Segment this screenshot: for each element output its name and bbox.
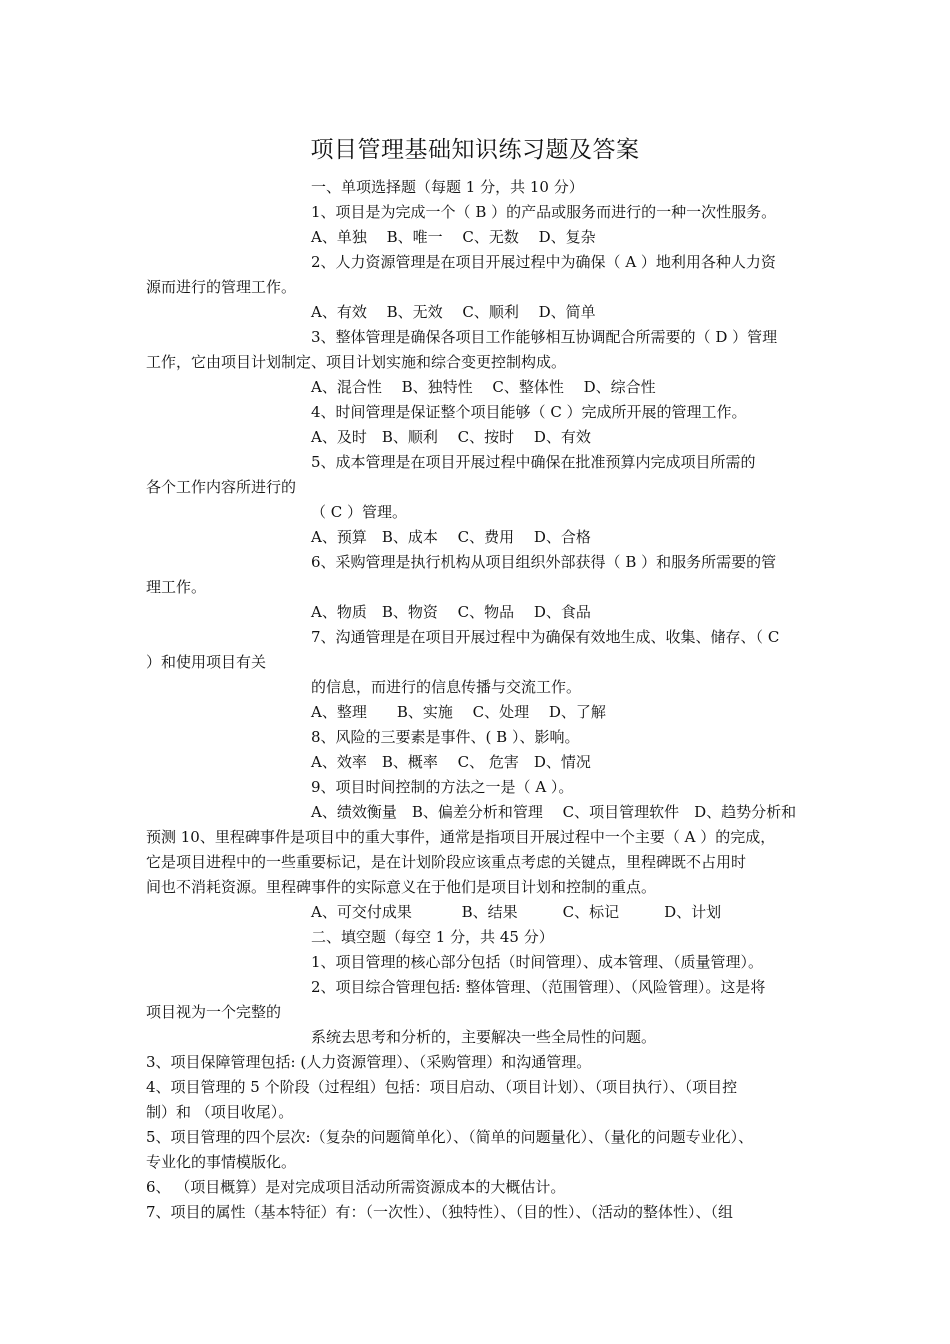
question-1-options: A、单独 B、唯一 C、无数 D、复杂 bbox=[311, 228, 596, 246]
fill-item-3: 3、项目保障管理包括: (人力资源管理）、（采购管理）和沟通管理。 bbox=[146, 1053, 592, 1071]
question-5-continued-2: （ C ）管理。 bbox=[311, 503, 408, 521]
question-10-continued: 它是项目进程中的一些重要标记，是在计划阶段应该重点考虑的关键点，里程碑既不占用时 bbox=[146, 853, 747, 871]
document-body bbox=[146, 175, 808, 1225]
question-3-options: A、混合性 B、独特性 C、整体性 D、综合性 bbox=[311, 378, 656, 396]
section-heading-single-choice: 一、单项选择题（每题 1 分，共 10 分） bbox=[311, 178, 584, 196]
question-3-continued: 工作，它由项目计划制定、项目计划实施和综合变更控制构成。 bbox=[146, 353, 567, 371]
question-2-options: A、有效 B、无效 C、顺利 D、简单 bbox=[311, 303, 596, 321]
fill-item-7: 7、项目的属性（基本特征）有：（一次性）、（独特性）、（目的性）、（活动的整体性）、（组 bbox=[146, 1203, 734, 1221]
question-10-continued-2: 间也不消耗资源。里程碑事件的实际意义在于他们是项目计划和控制的重点。 bbox=[146, 878, 657, 896]
question-9: 9、项目时间控制的方法之一是（ A ）。 bbox=[311, 778, 574, 796]
question-1: 1、项目是为完成一个（ B ）的产品或服务而进行的一种一次性服务。 bbox=[311, 203, 777, 221]
question-7-continued-2: 的信息，而进行的信息传播与交流工作。 bbox=[311, 678, 582, 696]
question-8-options: A、效率 B、概率 C、 危害 D、情况 bbox=[311, 753, 591, 771]
question-2: 2、人力资源管理是在项目开展过程中为确保（ A ）地利用各种人力资 bbox=[311, 253, 776, 271]
question-7-options: A、整理 B、实施 C、处理 D、了解 bbox=[311, 703, 606, 721]
question-7: 7、沟通管理是在项目开展过程中为确保有效地生成、收集、储存、（ C bbox=[311, 628, 780, 646]
question-9-options: A、绩效衡量 B、偏差分析和管理 C、项目管理软件 D、趋势分析和 bbox=[311, 803, 797, 821]
question-10-options: A、可交付成果 B、结果 C、标记 D、计划 bbox=[311, 903, 722, 921]
fill-item-5: 5、项目管理的四个层次:（复杂的问题简单化）、（简单的问题量化）、（量化的问题专业化）、 bbox=[146, 1128, 754, 1146]
section-heading-fill-in: 二、填空题（每空 1 分，共 45 分） bbox=[311, 928, 554, 946]
fill-item-6: 6、 （项目概算）是对完成项目活动所需资源成本的大概估计。 bbox=[146, 1178, 566, 1196]
question-8: 8、风险的三要素是事件、( B ）、影响。 bbox=[311, 728, 580, 746]
question-6-options: A、物质 B、物资 C、物品 D、食品 bbox=[311, 603, 591, 621]
fill-item-4: 4、项目管理的 5 个阶段（过程组）包括：项目启动、（项目计划）、（项目执行）、（项目控 bbox=[146, 1078, 738, 1096]
fill-item-2-continued: 项目视为一个完整的 bbox=[146, 1003, 282, 1021]
question-10: 预测 10、里程碑事件是项目中的重大事件，通常是指项目开展过程中一个主要（ A ）的完成， bbox=[146, 828, 776, 846]
question-6: 6、采购管理是执行机构从项目组织外部获得（ B ）和服务所需要的管 bbox=[311, 553, 777, 571]
fill-item-5-continued: 专业化的事情模版化。 bbox=[146, 1153, 297, 1171]
question-5-continued: 各个工作内容所进行的 bbox=[146, 478, 297, 496]
fill-item-2-continued-2: 系统去思考和分析的，主要解决一些全局性的问题。 bbox=[311, 1028, 657, 1046]
question-3: 3、整体管理是确保各项目工作能够相互协调配合所需要的（ D ）管理 bbox=[311, 328, 778, 346]
fill-item-4-continued: 制）和 （项目收尾）。 bbox=[146, 1103, 294, 1121]
fill-item-1: 1、项目管理的核心部分包括（时间管理）、成本管理、（质量管理）。 bbox=[311, 953, 764, 971]
question-4: 4、时间管理是保证整个项目能够（ C ）完成所开展的管理工作。 bbox=[311, 403, 747, 421]
question-6-continued: 理工作。 bbox=[146, 578, 207, 596]
question-2-continued: 源而进行的管理工作。 bbox=[146, 278, 297, 296]
question-5: 5、成本管理是在项目开展过程中确保在批准预算内完成项目所需的 bbox=[311, 453, 756, 471]
question-7-continued: ）和使用项目有关 bbox=[146, 653, 267, 671]
question-5-options: A、预算 B、成本 C、费用 D、合格 bbox=[311, 528, 591, 546]
document-title: 项目管理基础知识练习题及答案 bbox=[310, 137, 640, 163]
question-4-options: A、及时 B、顺利 C、按时 D、有效 bbox=[311, 428, 591, 446]
fill-item-2: 2、项目综合管理包括: 整体管理、（范围管理）、（风险管理）。这是将 bbox=[311, 978, 766, 996]
